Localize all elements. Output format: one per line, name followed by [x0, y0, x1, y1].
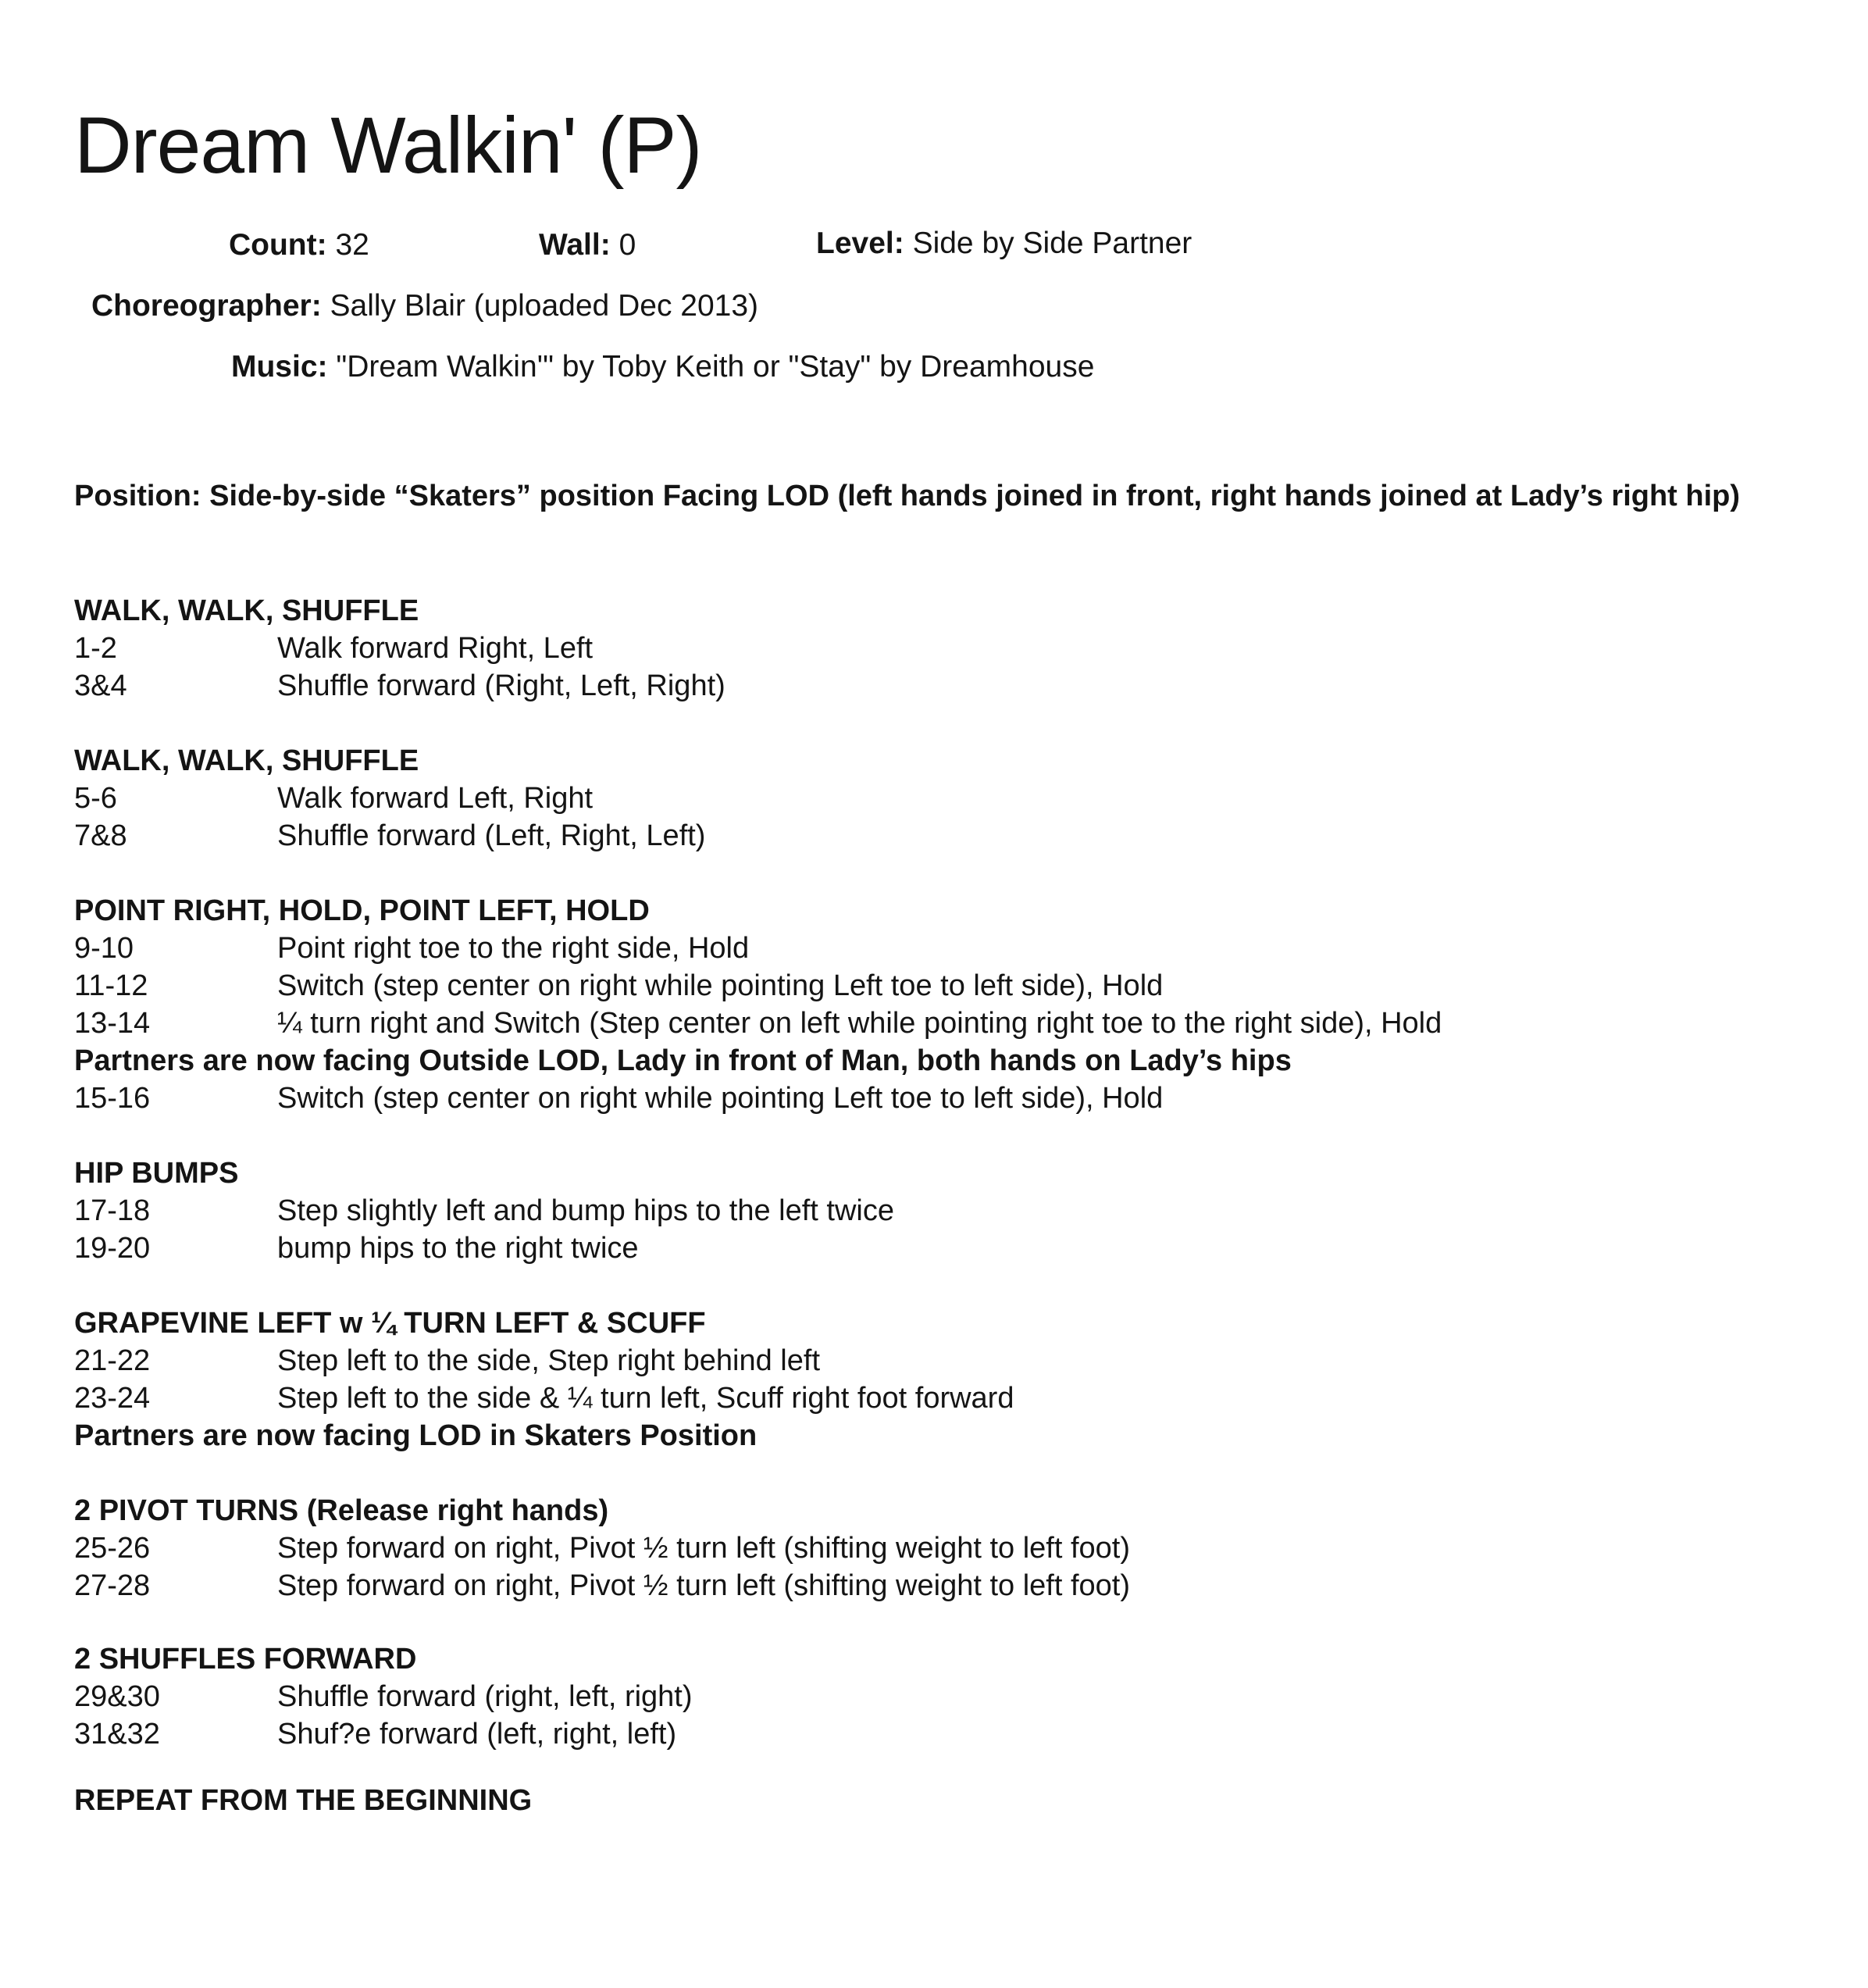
repeat-instruction: REPEAT FROM THE BEGINNING — [74, 1784, 533, 1817]
step-description: Shuffle forward (Right, Left, Right) — [277, 669, 725, 702]
step-description: Step left to the side & ¼ turn left, Scuff right foot forward — [277, 1382, 1014, 1415]
step-row — [74, 1379, 1792, 1417]
step-row — [74, 1529, 1792, 1567]
step-count: 27-28 — [74, 1569, 151, 1602]
step-count: 9-10 — [74, 932, 134, 965]
count-label: Count: — [229, 228, 327, 262]
step-row — [74, 1678, 1792, 1715]
level-field — [816, 227, 1192, 261]
step-description: ¼ turn right and Switch (Step center on left while pointing right toe to the right side), Hold — [277, 1007, 1442, 1040]
step-row — [74, 1005, 1792, 1042]
step-row — [74, 1192, 1792, 1230]
section-heading: POINT RIGHT, HOLD, POINT LEFT, HOLD — [74, 894, 650, 927]
step-count: 21-22 — [74, 1344, 151, 1377]
section-heading: WALK, WALK, SHUFFLE — [74, 594, 419, 627]
wall-field — [539, 228, 636, 262]
step-row — [74, 817, 1792, 855]
starting-position: Position: Side-by-side “Skaters” position Facing LOD (left hands joined in front, right hands joined at Lady’s right hip) — [74, 480, 1741, 512]
step-count: 17-18 — [74, 1194, 151, 1227]
music-field — [231, 350, 1094, 384]
count-value: 32 — [335, 228, 369, 262]
dance-title: Dream Walkin' (P) — [74, 101, 702, 190]
step-count: 29&30 — [74, 1680, 160, 1713]
section-heading: WALK, WALK, SHUFFLE — [74, 744, 419, 777]
step-description: Switch (step center on right while pointing Left toe to left side), Hold — [277, 1082, 1164, 1115]
count-field — [229, 228, 369, 262]
step-row — [74, 667, 1792, 705]
step-description: Walk forward Right, Left — [277, 632, 594, 665]
music-label: Music: — [231, 350, 328, 384]
step-row — [74, 930, 1792, 967]
step-row — [74, 780, 1792, 817]
step-description: Step slightly left and bump hips to the left twice — [277, 1194, 894, 1227]
step-description: Point right toe to the right side, Hold — [277, 932, 750, 965]
wall-label: Wall: — [539, 228, 611, 262]
step-description: Step forward on right, Pivot ½ turn left (shifting weight to left foot) — [277, 1532, 1130, 1565]
level-label: Level: — [816, 227, 904, 260]
wall-value: 0 — [619, 228, 636, 262]
section-heading: 2 PIVOT TURNS (Release right hands) — [74, 1494, 609, 1527]
choreographer-field — [91, 289, 758, 323]
section-hip-bumps — [74, 1155, 1792, 1267]
section-note: Partners are now facing LOD in Skaters Position — [74, 1419, 758, 1452]
level-value: Side by Side Partner — [912, 227, 1192, 260]
section-shuffles-forward — [74, 1640, 1792, 1753]
section-point-hold — [74, 892, 1792, 1117]
step-description: Switch (step center on right while pointing Left toe to left side), Hold — [277, 969, 1164, 1002]
step-count: 13-14 — [74, 1007, 151, 1040]
step-row — [74, 630, 1792, 667]
step-count: 7&8 — [74, 819, 127, 852]
step-description: Shuffle forward (Left, Right, Left) — [277, 819, 706, 852]
music-value: "Dream Walkin'" by Toby Keith or "Stay" by Dreamhouse — [336, 350, 1095, 384]
step-count: 1-2 — [74, 632, 117, 665]
step-row — [74, 1080, 1792, 1117]
step-description: Walk forward Left, Right — [277, 782, 594, 815]
step-count: 3&4 — [74, 669, 127, 702]
step-count: 31&32 — [74, 1718, 160, 1751]
step-description: Step forward on right, Pivot ½ turn left (shifting weight to left foot) — [277, 1569, 1130, 1602]
step-description: Step left to the side, Step right behind left — [277, 1344, 821, 1377]
section-heading: 2 SHUFFLES FORWARD — [74, 1643, 417, 1676]
step-row — [74, 1715, 1792, 1753]
section-grapevine — [74, 1305, 1792, 1454]
section-note: Partners are now facing Outside LOD, Lady in front of Man, both hands on Lady’s hips — [74, 1044, 1292, 1077]
choreographer-value: Sally Blair (uploaded Dec 2013) — [330, 289, 759, 323]
step-description: bump hips to the right twice — [277, 1232, 639, 1265]
step-description: Shuf?e forward (left, right, left) — [277, 1718, 677, 1751]
step-count: 19-20 — [74, 1232, 151, 1265]
step-count: 11-12 — [74, 969, 148, 1002]
section-walk-walk-shuffle-1 — [74, 592, 1792, 705]
step-row — [74, 1342, 1792, 1379]
step-description: Shuffle forward (right, left, right) — [277, 1680, 693, 1713]
step-count: 5-6 — [74, 782, 117, 815]
section-heading: GRAPEVINE LEFT w ¼ TURN LEFT & SCUFF — [74, 1307, 706, 1340]
section-pivot-turns — [74, 1492, 1792, 1604]
step-count: 15-16 — [74, 1082, 151, 1115]
step-count: 25-26 — [74, 1532, 151, 1565]
step-row — [74, 967, 1792, 1005]
step-count: 23-24 — [74, 1382, 151, 1415]
section-heading: HIP BUMPS — [74, 1157, 239, 1190]
step-row — [74, 1230, 1792, 1267]
step-row — [74, 1567, 1792, 1604]
section-walk-walk-shuffle-2 — [74, 742, 1792, 855]
choreographer-label: Choreographer: — [91, 289, 322, 323]
